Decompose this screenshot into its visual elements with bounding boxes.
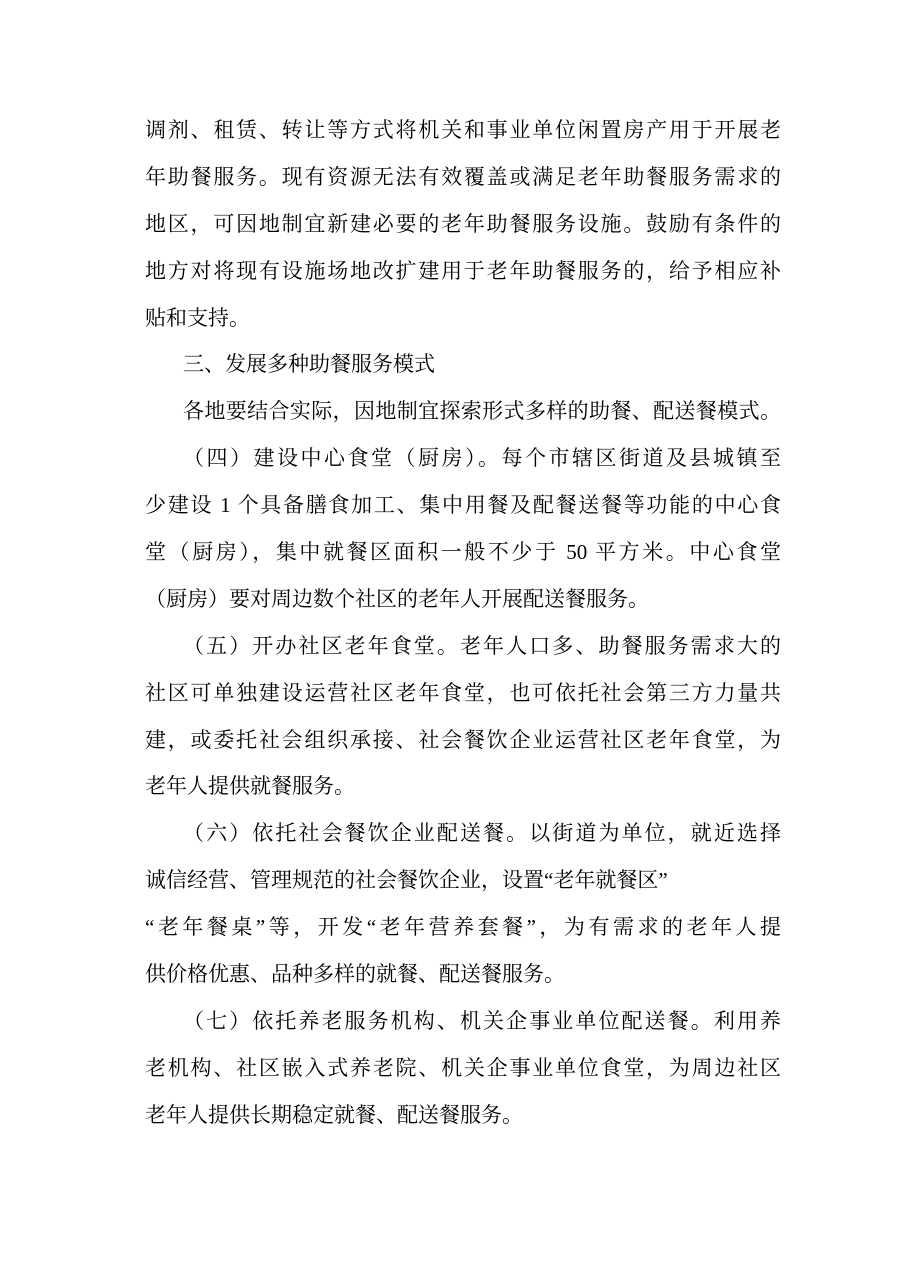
text-line: 社区可单独建设运营社区老年食堂，也可依托社会第三方力量共 [145,680,781,705]
text-line: 诚信经营、管理规范的社会餐饮企业，设置“老年就餐区” [145,868,668,893]
text-line: 地方对将现有设施场地改扩建用于老年助餐服务的，给予相应补 [145,258,781,283]
text-line: （四）建设中心食堂（厨房）。每个市辖区街道及县城镇至 [183,446,781,471]
text-line: 地区，可因地制宜新建必要的老年助餐服务设施。鼓励有条件的 [145,211,781,236]
text-line: 调剂、租赁、转让等方式将机关和事业单位闲置房产用于开展老 [145,118,781,142]
text-line: 贴和支持。 [145,305,250,330]
section-heading: 三、发展多种助餐服务模式 [183,352,435,377]
text-line: 供价格优惠、品种多样的就餐、配送餐服务。 [145,962,565,987]
text-line: 老机构、社区嵌入式养老院、机关企事业单位食堂，为周边社区 [145,1055,781,1080]
text-line: （七）依托养老服务机构、机关企事业单位配送餐。利用养 [183,1008,781,1033]
text-line: 年助餐服务。现有资源无法有效覆盖或满足老年助餐服务需求的 [145,164,781,189]
text-line: 老年人提供就餐服务。 [145,774,355,799]
text-line: 建，或委托社会组织承接、社会餐饮企业运营社区老年食堂，为 [145,727,781,752]
text-line: “老年餐桌”等，开发“老年营养套餐”，为有需求的老年人提 [145,915,781,940]
text-line: 各地要结合实际，因地制宜探索形式多样的助餐、配送餐模式。 [183,399,781,424]
text-line: 少建设 1 个具备膳食加工、集中用餐及配餐送餐等功能的中心食 [145,493,781,518]
document-body [145,107,781,1139]
text-line: （五）开办社区老年食堂。老年人口多、助餐服务需求大的 [183,633,781,658]
text-line: （厨房）要对周边数个社区的老年人开展配送餐服务。 [145,586,649,611]
text-line: 堂（厨房），集中就餐区面积一般不少于 50 平方米。中心食堂 [145,540,781,565]
text-line: （六）依托社会餐饮企业配送餐。以街道为单位，就近选择 [183,821,781,846]
text-line: 老年人提供长期稳定就餐、配送餐服务。 [145,1102,523,1127]
